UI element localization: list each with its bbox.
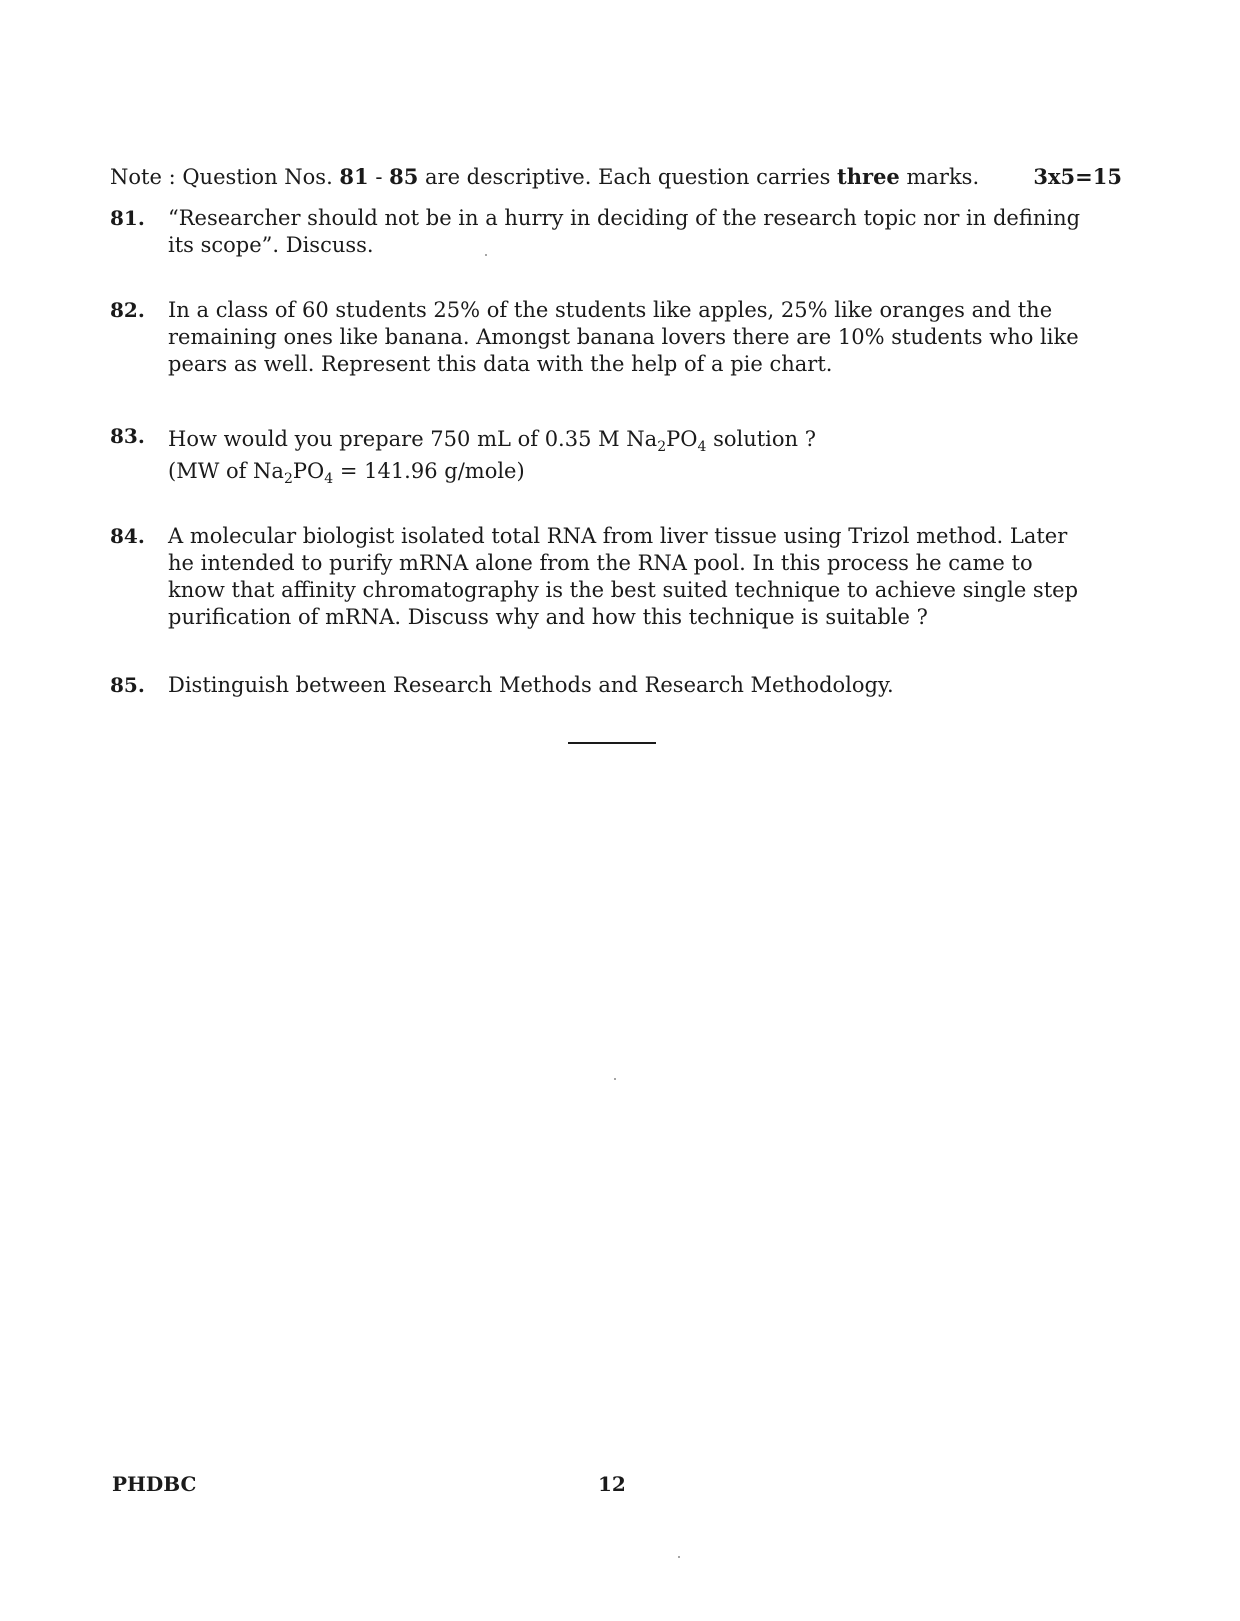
page-number: 12 (598, 1472, 626, 1496)
formula-text: PO (666, 427, 698, 451)
scan-speck (485, 254, 487, 256)
note-emphasis: three (837, 164, 900, 189)
formula-text: = 141.96 g/mole) (333, 459, 525, 483)
scan-speck (614, 1078, 616, 1080)
question-line: In a class of 60 students 25% of the students like apples, 25% like oranges and the (168, 298, 1053, 322)
formula-text: solution ? (706, 427, 816, 451)
question-number: 81. (110, 206, 145, 230)
question-line: Distinguish between Research Methods and Research Methodology. (168, 673, 894, 697)
question-number: 84. (110, 524, 145, 548)
note-label: Note (110, 165, 162, 189)
question-text (168, 523, 1168, 631)
question-line: A molecular biologist isolated total RNA from liver tissue using Trizol method. Later (168, 524, 1068, 548)
formula-text: (MW of Na (168, 459, 284, 483)
formula-text: How would you prepare 750 mL of 0.35 M Na (168, 427, 658, 451)
question-line (168, 423, 1168, 455)
question-line: its scope”. Discuss. (168, 233, 374, 257)
question-text (168, 205, 1168, 259)
question-text (168, 297, 1168, 378)
subscript: 4 (324, 471, 334, 487)
question-text (168, 423, 1168, 487)
subscript: 4 (697, 439, 707, 455)
note-text-c: marks. (899, 165, 980, 189)
marks-total: 3x5=15 (1033, 164, 1122, 189)
scan-speck (678, 1556, 680, 1558)
question-number: 85. (110, 673, 145, 697)
instructions-note (110, 163, 1122, 191)
note-dash: - (368, 165, 390, 189)
question-number: 83. (110, 424, 145, 448)
note-text-b: are descriptive. Each question carries (418, 165, 838, 189)
footer-code: PHDBC (112, 1472, 197, 1496)
subscript: 2 (283, 471, 293, 487)
question-number: 82. (110, 298, 145, 322)
note-range-end: 85 (389, 164, 419, 189)
question-line: know that affinity chromatography is the best suited technique to achieve single step (168, 578, 1079, 602)
question-line (168, 455, 1168, 487)
question-line: “Researcher should not be in a hurry in deciding of the research topic nor in defining (168, 206, 1081, 230)
end-rule (568, 742, 656, 744)
note-text-a: Question Nos. (182, 165, 340, 189)
question-line: purification of mRNA. Discuss why and how this technique is suitable ? (168, 605, 928, 629)
question-text (168, 672, 1168, 699)
note-separator: : (161, 165, 183, 189)
question-line: he intended to purify mRNA alone from the RNA pool. In this process he came to (168, 551, 1033, 575)
subscript: 2 (657, 439, 667, 455)
question-line: pears as well. Represent this data with the help of a pie chart. (168, 352, 833, 376)
formula-text: PO (292, 459, 325, 483)
note-range-start: 81 (339, 164, 369, 189)
question-line: remaining ones like banana. Amongst banana lovers there are 10% students who like (168, 325, 1079, 349)
